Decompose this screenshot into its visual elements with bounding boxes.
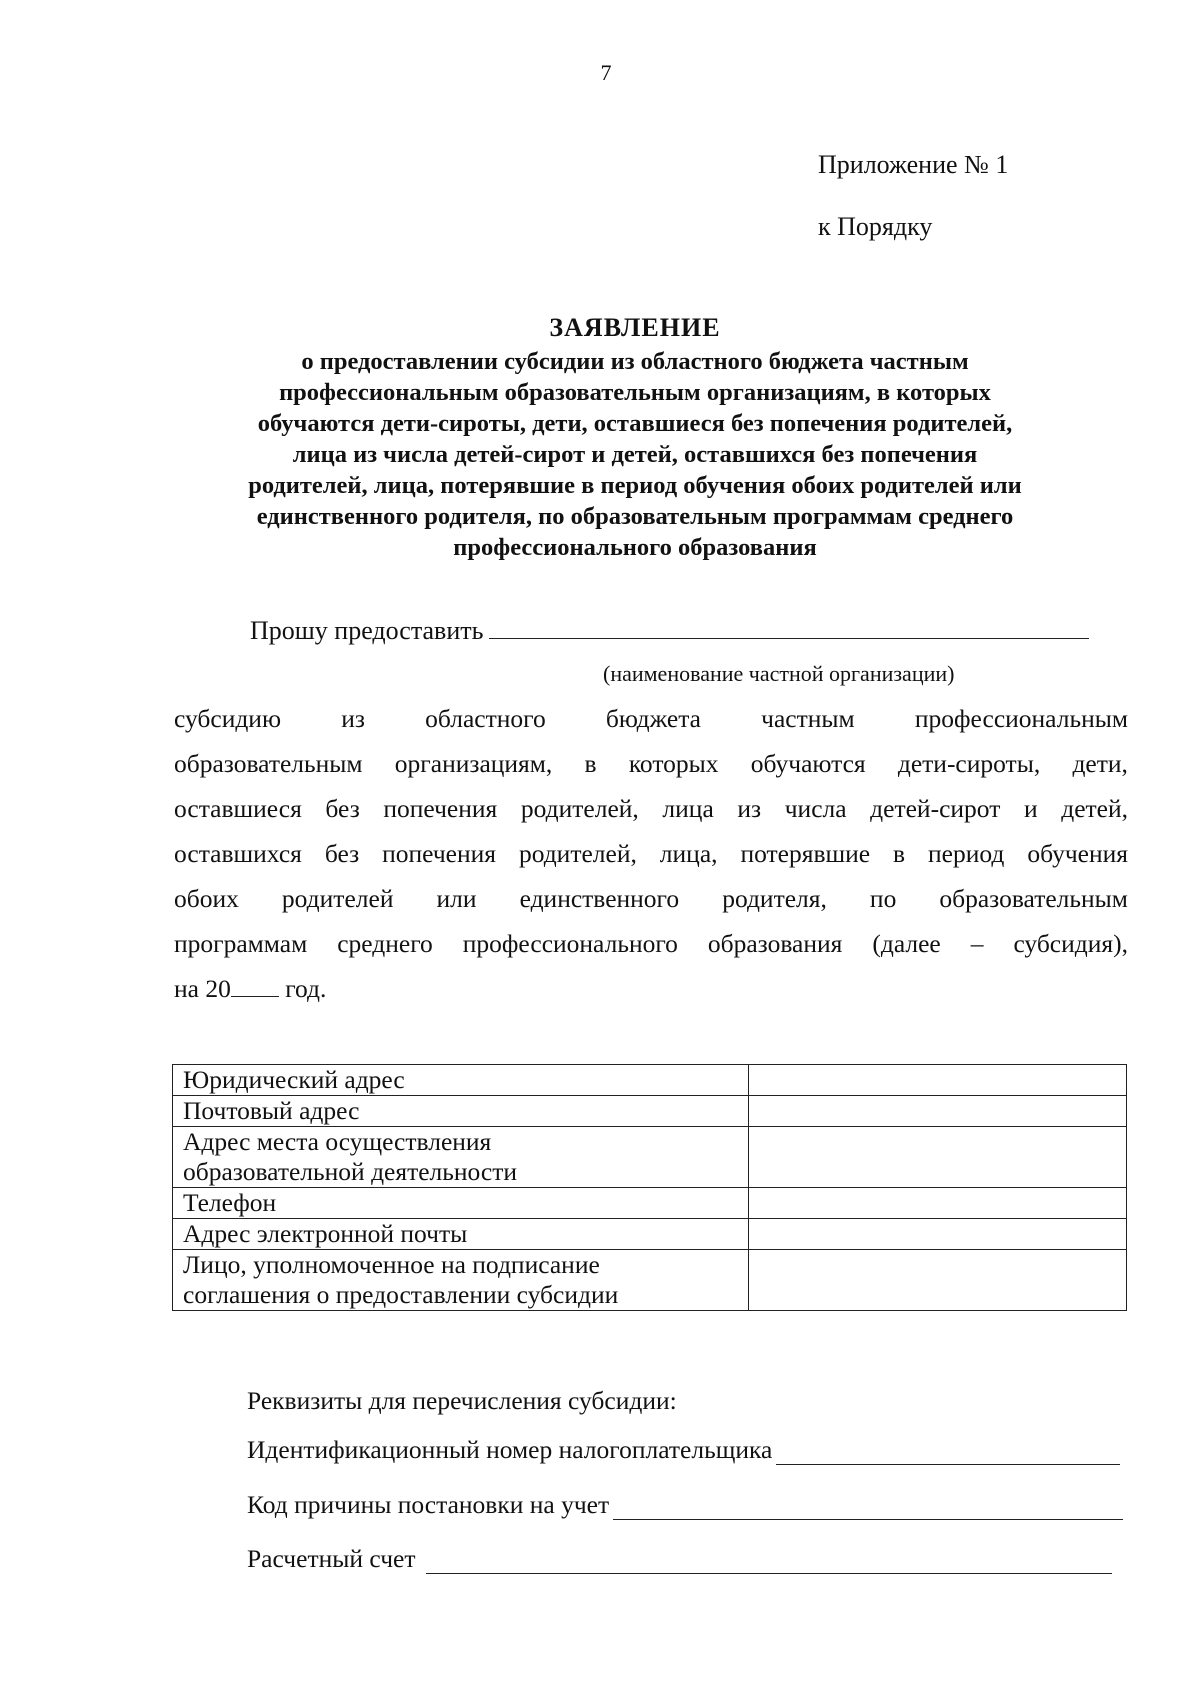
table-label-cell	[173, 1219, 749, 1250]
body-word: обучения	[1027, 839, 1128, 868]
body-word: профессиональным	[914, 704, 1128, 733]
body-word: –	[970, 929, 984, 958]
table-label-line: Лицо, уполномоченное на подписание	[183, 1250, 600, 1279]
body-word: лица	[662, 794, 714, 823]
table-row	[173, 1127, 1127, 1188]
body-word: субсидию	[174, 704, 282, 733]
body-word: дети,	[1072, 749, 1128, 778]
body-word: родителя,	[722, 884, 827, 913]
table-label-cell	[173, 1065, 749, 1096]
body-word: профессионального	[462, 929, 678, 958]
body-word: без	[325, 794, 360, 823]
inn-label: Идентификационный номер налогоплательщика	[247, 1435, 773, 1464]
body-word: образовательным	[939, 884, 1128, 913]
table-label-cell	[173, 1250, 749, 1311]
body-word: по	[869, 884, 897, 913]
body-word: обучаются	[750, 749, 866, 778]
year-prefix: на 20	[174, 974, 231, 1003]
requisites-heading: Реквизиты для перечисления субсидии:	[247, 1386, 677, 1415]
body-word: бюджета	[605, 704, 701, 733]
body-line	[174, 876, 1128, 921]
title-line: родителей, лица, потерявшие в период обучения обоих родителей или	[248, 472, 1022, 499]
organization-name-field[interactable]	[489, 618, 1089, 639]
table-value-cell[interactable]	[749, 1250, 1127, 1311]
table-label-line: Телефон	[183, 1188, 277, 1217]
table-value-cell[interactable]	[749, 1065, 1127, 1096]
body-word: (далее	[872, 929, 941, 958]
body-word: попечения	[383, 794, 498, 823]
account-label: Расчетный счет	[247, 1544, 416, 1573]
body-word: потерявшие	[740, 839, 871, 868]
table-label-cell	[173, 1096, 749, 1127]
table-label-line: Юридический адрес	[183, 1065, 405, 1094]
body-word: единственного	[519, 884, 680, 913]
appendix-reference: к Порядку	[818, 212, 933, 241]
table-label-line: соглашения о предоставлении субсидии	[183, 1280, 619, 1309]
title-line: профессионального образования	[453, 534, 817, 561]
body-word: в	[893, 839, 906, 868]
body-word: образования	[707, 929, 843, 958]
body-paragraph	[174, 696, 1128, 1011]
body-word: период	[928, 839, 1005, 868]
body-word: родителей	[281, 884, 394, 913]
kpp-field[interactable]	[613, 1495, 1123, 1520]
page-number: 7	[600, 60, 612, 85]
appendix-label: Приложение № 1	[818, 150, 1009, 179]
year-suffix: год.	[278, 974, 327, 1003]
body-word: частным	[761, 704, 855, 733]
organization-name-hint: (наименование частной организации)	[603, 661, 955, 686]
table-label-cell	[173, 1188, 749, 1219]
body-word: и	[1023, 794, 1038, 823]
body-word: лица,	[659, 839, 718, 868]
title-line: о предоставлении субсидии из областного бюджета частным	[301, 348, 969, 375]
table-label-line: Адрес места осуществления	[183, 1127, 492, 1156]
table-row	[173, 1250, 1127, 1311]
table-label-cell	[173, 1127, 749, 1188]
body-word: программам	[174, 929, 308, 958]
account-field[interactable]	[426, 1549, 1113, 1574]
body-line	[174, 696, 1128, 741]
body-word: из	[341, 704, 365, 733]
body-word: в	[584, 749, 597, 778]
body-word: дети-сироты,	[897, 749, 1041, 778]
body-word: которых	[628, 749, 719, 778]
body-word: детей,	[1061, 794, 1128, 823]
body-word: без	[324, 839, 360, 868]
body-word: из	[737, 794, 762, 823]
body-word: образовательным	[174, 749, 363, 778]
body-word: субсидия),	[1013, 929, 1128, 958]
body-line	[174, 921, 1128, 966]
body-line	[174, 831, 1128, 876]
body-word: попечения	[382, 839, 496, 868]
inn-row	[247, 1435, 1120, 1465]
title-line: обучаются дети-сироты, дети, оставшиеся без попечения родителей,	[257, 410, 1013, 437]
body-word: детей-сирот	[870, 794, 1001, 823]
body-line	[174, 741, 1128, 786]
title-line: профессиональным образовательным организациям, в которых	[279, 379, 991, 406]
table-row	[173, 1188, 1127, 1219]
table-label-line: образовательной деятельности	[183, 1157, 518, 1186]
kpp-label: Код причины постановки на учет	[247, 1490, 610, 1519]
table-label-line: Адрес электронной почты	[183, 1219, 468, 1248]
table-row	[173, 1219, 1127, 1250]
request-label: Прошу предоставить	[250, 616, 484, 645]
table-label-line: Почтовый адрес	[183, 1096, 360, 1125]
body-word: обоих	[174, 884, 239, 913]
body-word: или	[436, 884, 477, 913]
body-word: оставшихся	[174, 839, 302, 868]
request-row	[250, 616, 1089, 646]
inn-field[interactable]	[776, 1440, 1120, 1465]
body-word: областного	[425, 704, 546, 733]
table-value-cell[interactable]	[749, 1188, 1127, 1219]
body-word: числа	[784, 794, 847, 823]
body-word: среднего	[337, 929, 433, 958]
account-row	[247, 1544, 1112, 1574]
kpp-row	[247, 1490, 1123, 1520]
body-line-year	[174, 966, 1128, 1011]
table-row	[173, 1065, 1127, 1096]
year-field[interactable]	[231, 978, 279, 997]
table-value-cell[interactable]	[749, 1219, 1127, 1250]
title-main: ЗАЯВЛЕНИЕ	[549, 313, 721, 342]
title-line: единственного родителя, по образовательным программам среднего	[256, 503, 1014, 530]
body-word: организациям,	[394, 749, 553, 778]
table-value-cell[interactable]	[749, 1127, 1127, 1188]
document-title	[160, 310, 1110, 563]
body-word: оставшиеся	[174, 794, 302, 823]
body-line	[174, 786, 1128, 831]
body-word: родителей,	[518, 839, 637, 868]
body-word: родителей,	[520, 794, 639, 823]
title-line: лица из числа детей-сирот и детей, оставшихся без попечения	[292, 441, 978, 468]
table-value-cell[interactable]	[749, 1096, 1127, 1127]
table-row	[173, 1096, 1127, 1127]
organization-info-table	[172, 1064, 1127, 1311]
